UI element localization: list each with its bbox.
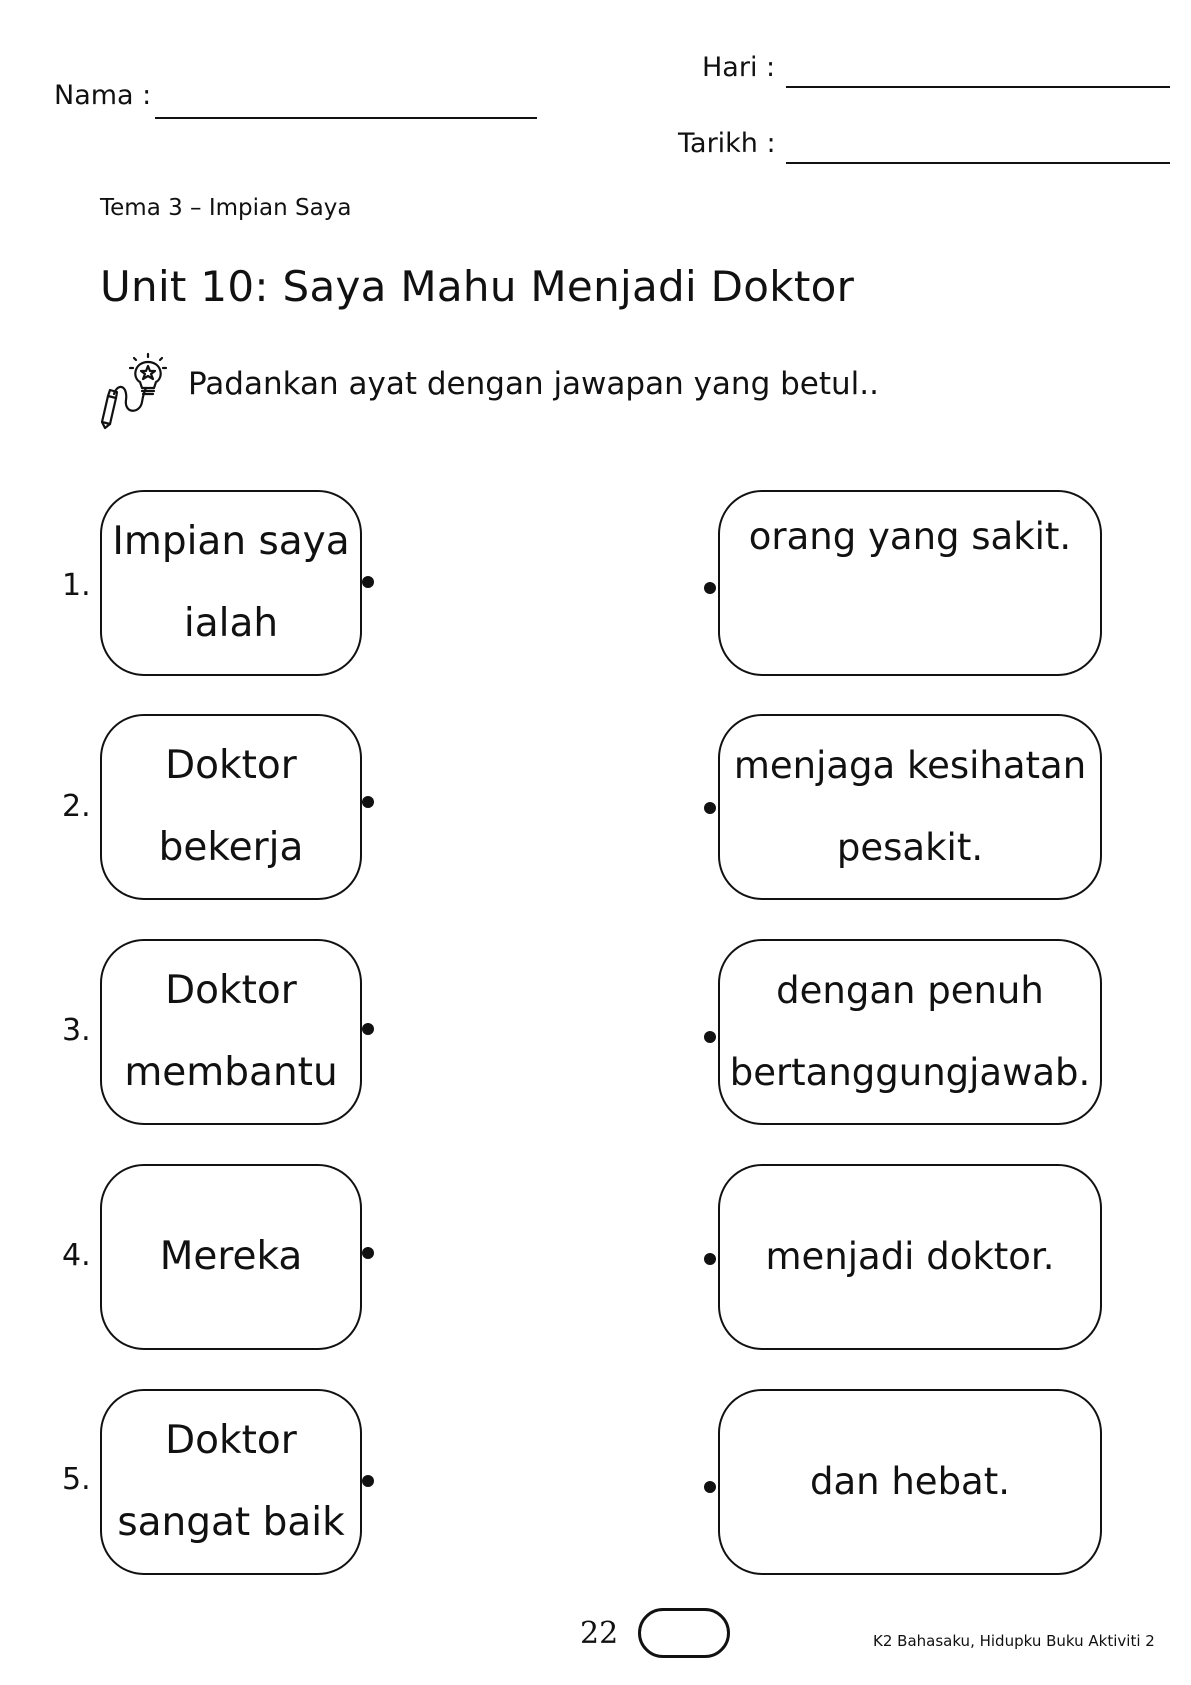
sentence-start-box[interactable] [100,1164,362,1350]
date-field[interactable] [786,162,1170,164]
box-line: bekerja [158,825,304,870]
box-line: pesakit. [836,826,984,869]
sentence-end-box[interactable] [718,490,1102,676]
item-number: 1. [62,568,91,603]
box-line: menjadi doktor. [765,1235,1055,1278]
box-line: ialah [183,601,279,646]
item-number: 3. [62,1013,91,1048]
sentence-start-box[interactable] [100,714,362,900]
match-dot-left[interactable] [362,796,374,808]
box-line: membantu [124,1050,338,1095]
box-line: menjaga kesihatan [733,744,1087,787]
name-field[interactable] [155,117,537,119]
instruction-text: Padankan ayat dengan jawapan yang betul.. [188,366,879,402]
box-line: orang yang sakit. [748,515,1072,558]
page-number: 22 [580,1616,619,1651]
match-dot-right[interactable] [704,1031,716,1043]
box-line: Doktor [165,968,297,1013]
match-dot-right[interactable] [704,582,716,594]
name-label: Nama : [54,80,152,111]
match-dot-left[interactable] [362,1247,374,1259]
match-dot-right[interactable] [704,1253,716,1265]
item-number: 2. [62,789,91,824]
box-line: Doktor [165,1418,297,1463]
sentence-end-box[interactable] [718,714,1102,900]
box-line: dan hebat. [809,1460,1010,1503]
box-line: sangat baik [117,1500,345,1545]
box-line: bertanggungjawab. [729,1051,1091,1094]
page-title: Unit 10: Saya Mahu Menjadi Doktor [100,262,855,311]
sentence-end-box[interactable] [718,939,1102,1125]
day-label: Hari : [702,52,776,83]
sentence-start-box[interactable] [100,1389,362,1575]
sentence-start-box[interactable] [100,939,362,1125]
sentence-start-box[interactable] [100,490,362,676]
pencil-lightbulb-icon [96,352,176,432]
item-number: 4. [62,1238,91,1273]
box-line: dengan penuh [776,969,1044,1012]
box-line: Impian saya [112,519,350,564]
match-dot-right[interactable] [704,1481,716,1493]
match-dot-right[interactable] [704,802,716,814]
match-dot-left[interactable] [362,1475,374,1487]
item-number: 5. [62,1462,91,1497]
sentence-end-box[interactable] [718,1164,1102,1350]
page-oval [638,1608,730,1658]
footer-book-title: K2 Bahasaku, Hidupku Buku Aktiviti 2 [873,1632,1155,1650]
match-dot-left[interactable] [362,1023,374,1035]
box-line: Mereka [159,1234,303,1279]
day-field[interactable] [786,86,1170,88]
sentence-end-box[interactable] [718,1389,1102,1575]
box-line: Doktor [165,743,297,788]
theme-label: Tema 3 – Impian Saya [100,195,352,221]
match-dot-left[interactable] [362,576,374,588]
date-label: Tarikh : [678,128,776,159]
